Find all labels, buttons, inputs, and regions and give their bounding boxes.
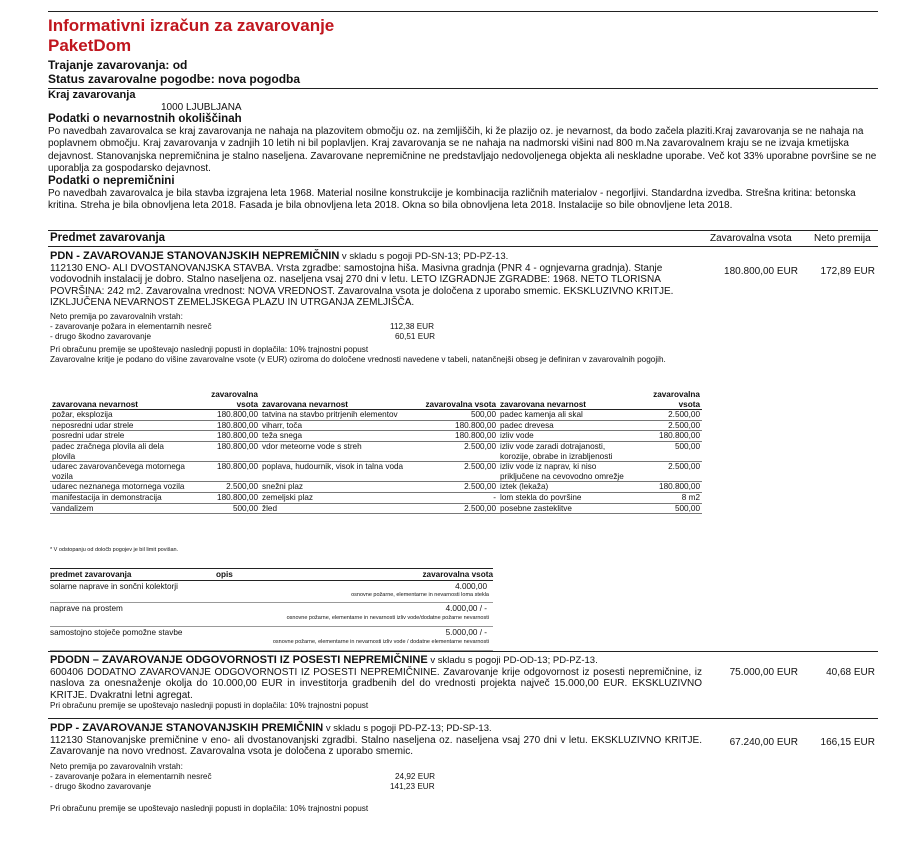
hazard-name: padec kamenja ali skal [500, 410, 583, 420]
coverage-row [50, 420, 702, 431]
hazard-sum: 500,00 [674, 441, 700, 451]
hazards-title: Podatki o nevarnostnih okoliščinah [48, 113, 242, 125]
pdodn-section [50, 654, 702, 711]
hazard-name: neposredni udar strele [52, 420, 134, 430]
hazard-name: udarec neznanega motornega vozila [52, 482, 185, 492]
pdn-premium: 172,89 EUR [820, 266, 875, 277]
pdn-description: 112130 ENO- ALI DVOSTANOVANJSKA STAVBA. Vrsta zgradbe: samostojna hiša. Masivna gradnja (PNR 4 - ognjevarna gradnja). Stanje vodovodnih instalacij je dobro. Stalno naseljena oz. naseljena vsaj 270 dni v letu. LETO IZGRADNJE ZGRADBE: 1968. NETO TLORISNA POVRŠINA: 242 m2. Zavarovalna vrednost: NOVA VREDNOST. Zavarovalna vsota je določena z uporabo smemic. EKSKLUZIVNO KRITJE. IZKLJUČENA NEVARNOST ZEMELJSKEGA PLAZU IN UTRGANJA ZEMLJIŠČA. [50, 263, 674, 308]
hazard-sum: 500,00 [470, 410, 496, 420]
hazard-sum: 180.800,00 [217, 462, 258, 472]
contract-status: Status zavarovalne pogodbe: nova pogodba [48, 72, 301, 86]
pdp-description: 112130 Stanovanjske premičnine v eno- ali dvostanovanjski zgradbi. Stalno naseljena oz. naseljena vsaj 270 dni v letu. EKSKLUZIVNO KRITJE. Zavarovanje na novo vrednost. Zavarovalna vsota je določena z uporabo smemic. [50, 735, 702, 758]
hazards-text: Po navedbah zavarovalca se kraj zavarovanja ne nahaja na plazovitem območju oz. na zemljiščih, ki že plazijo oz. je nevarnost, da bodo začela plaziti.Kraj zavarovanja se ne nahaja na poplavnem območju. Kraj zavarovanja v zadnjih 10 letih ni bil poplavljen. Kraj zavarovanja se ne nahaja na nadmorski višini nad 800 m.Na zavarovalnem kraju se ne izvaja kmetijska dejavnost. Stanovanjska nepremičnina je stalno naseljena. Zavarovane nepremičnine ne predstavljajo nedovoljenega objekta ali neskladne uporabe. Več kot 33% uporabne površine se ne uporablja za gospodarsko dejavnost. [48, 126, 877, 174]
hazard-sum: 2.500,00 [464, 441, 496, 451]
hazard-name: manifestacija in demonstracija [52, 492, 162, 502]
hazard-name: izliv vode iz naprav, ki niso priključene na cevovodno omrežje [500, 462, 624, 481]
pdodn-sum: 75.000,00 EUR [729, 667, 798, 678]
extra-item-subject: solarne naprave in sončni kolektorji [50, 582, 178, 591]
hazard-sum: 180.800,00 [455, 420, 496, 430]
hazard-name: teža snega [262, 431, 303, 441]
location-value: 1000 LJUBLJANA [161, 102, 242, 113]
pdn-net-label: Neto premija po zavarovalnih vrstah: [50, 312, 183, 322]
hazard-name: poplava, hudournik, visok in talna voda [262, 462, 404, 472]
hazard-sum: 2.500,00 [464, 503, 496, 513]
coverage-table-body [50, 410, 702, 514]
subject-header [48, 230, 878, 244]
hazard-name: zemeljski plaz [262, 492, 313, 502]
document-title: Informativni izračun za zavarovanje [48, 16, 335, 35]
property-text: Po navedbah zavarovalca je bila stavba izgrajena leta 1968. Material nosilne konstrukcije je kombinacija različnih materialov - negorljivi. Standardna izvedba. Strešna kritina: betonska kritina. Streha je bila obnovljena leta 2018. Fasada je bila obnovljena leta 2018. Okna so bila obnovljena leta 2018. Instalacije so bile obnovljene leta 2018. [48, 188, 856, 212]
hazard-name: snežni plaz [262, 482, 303, 492]
hazard-sum: 2.500,00 [668, 410, 700, 420]
hazard-sum: 180.800,00 [217, 441, 258, 451]
pdodn-title: PDODN – ZAVAROVANJE ODGOVORNOSTI IZ POSESTI NEPREMIČNINE [50, 654, 428, 666]
coverage-row [50, 503, 702, 514]
pdp-conditions: v skladu s pogoji PD-PZ-13; PD-SP-13. [323, 723, 492, 734]
hazard-name: lom stekla do površine [500, 492, 582, 502]
extra-item-note: osnovne požarne, elementarne in nevarnosti izliv vode / dodatne elementarne nevarnosti [272, 639, 489, 645]
property-title: Podatki o nepremičnini [48, 175, 175, 188]
extra-item-row [50, 603, 493, 627]
extra-item-sum: 4.000,00 [455, 582, 487, 591]
product-name: PaketDom [48, 36, 132, 55]
pdp-sum: 67.240,00 EUR [729, 737, 798, 748]
hazard-sum: 180.800,00 [217, 410, 258, 420]
pdn-net-row-1: - zavarovanje požara in elementarnih nesreč 112,38 EUR [50, 322, 434, 332]
hazard-name: iztek (lekaža) [500, 482, 549, 492]
extra-item-row [50, 581, 493, 603]
hazard-name: tatvina na stavbo pritrjenih elementov [262, 410, 398, 420]
pdp-premium: 166,15 EUR [820, 737, 875, 748]
sum-header: Zavarovalna vsota [710, 233, 792, 244]
pdp-discount: Pri obračunu premije se upoštevajo naslednji popusti in doplačila: 10% trajnostni popust [50, 803, 369, 813]
hazard-sum: 2.500,00 [668, 462, 700, 472]
hazard-sum: 2.500,00 [226, 482, 258, 492]
hazard-name: vdor meteorne vode s streh [262, 441, 362, 451]
top-rule [48, 11, 878, 12]
pdp-section [50, 722, 702, 814]
hazard-sum: 180.800,00 [455, 431, 496, 441]
hazard-name: izliv vode zaradi dotrajanosti, korozije, obrabe in izrabljenosti [500, 441, 613, 461]
coverage-row [50, 482, 702, 493]
pdp-title: PDP - ZAVAROVANJE STANOVANJSKIH PREMIČNIN [50, 722, 324, 734]
hazard-name: izliv vode [500, 431, 534, 441]
hazard-sum: 500,00 [232, 503, 258, 513]
premium-header: Neto premija [814, 233, 871, 244]
hazard-name: požar, eksplozija [52, 410, 113, 420]
pdodn-discount: Pri obračunu premije se upoštevajo naslednji popusti in doplačila: 10% trajnostni popust [50, 700, 369, 710]
hazard-sum: 8 m2 [681, 492, 700, 502]
hazard-name: udarec zavarovančevega motornega vozila [52, 462, 185, 481]
pdn-discount: Pri obračunu premije se upoštevajo naslednji popusti in doplačila: 10% trajnostni popust [50, 345, 369, 355]
hazard-sum: 180.800,00 [659, 431, 700, 441]
location-label: Kraj zavarovanja [48, 89, 136, 101]
coverage-row [50, 492, 702, 503]
extra-item-subject: samostojno stoječe pomožne stavbe [50, 628, 183, 637]
extra-item-sum: 4.000,00 / - [445, 604, 487, 613]
extra-item-note: osnovne požarne, elementarne in nevarnosti loma stekla [351, 592, 489, 598]
extra-item-row [50, 627, 493, 651]
hazard-sum: 180.800,00 [217, 420, 258, 430]
pdp-net-label: Neto premija po zavarovalnih vrstah: [50, 761, 183, 771]
pdp-net-row-1: - zavarovanje požara in elementarnih nesreč 24,92 EUR [50, 771, 436, 781]
pdn-coverage-note: Zavarovalne kritje je podano do višine zavarovalne vsote (v EUR) oziroma do določene vrednosti navedene v tabeli, natančnejši obseg je definiran v zavarovalnih pogojih. [50, 355, 666, 365]
hazard-sum: 2.500,00 [464, 482, 496, 492]
hazard-name: posredni udar strele [52, 431, 125, 441]
document-page [48, 11, 878, 213]
pdn-net-row-2: - drugo škodno zavarovanje 60,51 EUR [50, 332, 436, 342]
insurance-duration: Trajanje zavarovanja: od [48, 58, 188, 72]
hazard-name: vandalizem [52, 503, 94, 513]
coverage-row [50, 441, 702, 461]
hazard-sum: - [493, 492, 496, 502]
pdn-title: PDN - ZAVAROVANJE STANOVANJSKIH NEPREMIČNIN [50, 250, 340, 262]
coverage-table: zavarovana nevarnost zavarovalna vsota zavarovana nevarnost zavarovalna vsota zavarovana nevarnost zavarovalna vsota požar, eksplozija 180.800,00 tatvina na stavbo pritrjenih elementov 500,00 padec kamenja ali skal 2.500,00 neposredni udar strele 180.800,00 viharr, toča 180.800,00 padec drevesa 2.500,00 posredni udar strele 180.800,00 teža snega 180.800,00 izliv vode 180.800,00 padec zračnega plovila ali dela plovila 180.800,00 vdor meteorne vode s streh 2.500,00 izliv vode zaradi dotrajanosti, korozije, obrabe in izrabljenosti 500,00 udarec zavarovančevega motornega vozila 180.800,00 poplava, hudournik, visok in talna voda 2.500,00 izliv vode iz naprav, ki niso priključene na cevovodno omrežje 2.500,00 udarec neznanega motornega vozila 2.500,00 snežni plaz 2.500,00 iztek (lekaža) 180.800,00 manifestacija in demonstracija 180.800,00 zemeljski plaz - lom stekla do površine 8 m2 vandalizem 500,00 žled 2.500,00 posebne zasteklitve 500,00 [52, 390, 700, 513]
hazard-name: padec zračnega plovila ali dela plovila [52, 441, 164, 461]
extra-item-sum: 5.000,00 / - [445, 628, 487, 637]
pdp-net-row-2: - drugo škodno zavarovanje 141,23 EUR [50, 781, 435, 791]
pdn-conditions: v skladu s pogoji PD-SN-13; PD-PZ-13. [339, 251, 509, 262]
hazard-sum: 2.500,00 [668, 420, 700, 430]
coverage-row [50, 410, 702, 421]
extra-item-note: osnovne požarne, elementarne in nevarnosti izliv vode/dodatne požarne nevarnosti [286, 615, 489, 621]
pdodn-conditions: v skladu s pogoji PD-OD-13; PD-PZ-13. [427, 655, 598, 666]
hazard-sum: 180.800,00 [217, 431, 258, 441]
pdodn-premium: 40,68 EUR [826, 667, 875, 678]
hazard-name: viharr, toča [262, 420, 303, 430]
pdodn-description: 600406 DODATNO ZAVAROVANJE ODGOVORNOSTI IZ POSESTI NEPREMIČNINE. Zavarovanje krije odgovornost iz posesti nepremičnine, iz naslova za onesnaženje okolja do 10.000,00 EUR in investitorja gradbenih del do vrednosti projekta največ 15.000,00 EUR. EKSKLUZIVNO KRITJE. Dvakratni letni agregat. [50, 667, 702, 701]
hazard-sum: 180.800,00 [217, 492, 258, 502]
hazard-name: posebne zasteklitve [500, 503, 572, 513]
hazard-sum: 2.500,00 [464, 462, 496, 472]
subject-header-label: Predmet zavarovanja [50, 232, 166, 244]
coverage-footnote: * V odstopanju od določb pogojev je bil limit povišan. [50, 547, 179, 553]
coverage-row [50, 462, 702, 482]
pdn-section [50, 250, 680, 365]
extra-item-subject: naprave na prostem [50, 604, 123, 613]
hazard-name: padec drevesa [500, 420, 554, 430]
hazard-sum: 180.800,00 [659, 482, 700, 492]
hazard-sum: 500,00 [674, 503, 700, 513]
pdn-sum: 180.800,00 EUR [724, 266, 798, 277]
extra-items-table: predmet zavarovanja opis zavarovalna vsota solarne naprave in sončni kolektorji 4.000,00 osnovne požarne, elementarne in nevarnosti loma stekla naprave na prostem 4.000,00 / - osnovne požarne, elementarne in nevarnosti izliv vode/dodatne požarne nevarnosti samostojno stoječe pomožne stavbe 5.000,00 / - osnovne požarne, elementarne in nevarnosti izliv vode / dodatne elementarne nevarnosti [50, 568, 493, 651]
hazard-name: žled [262, 503, 278, 513]
coverage-row [50, 431, 702, 442]
